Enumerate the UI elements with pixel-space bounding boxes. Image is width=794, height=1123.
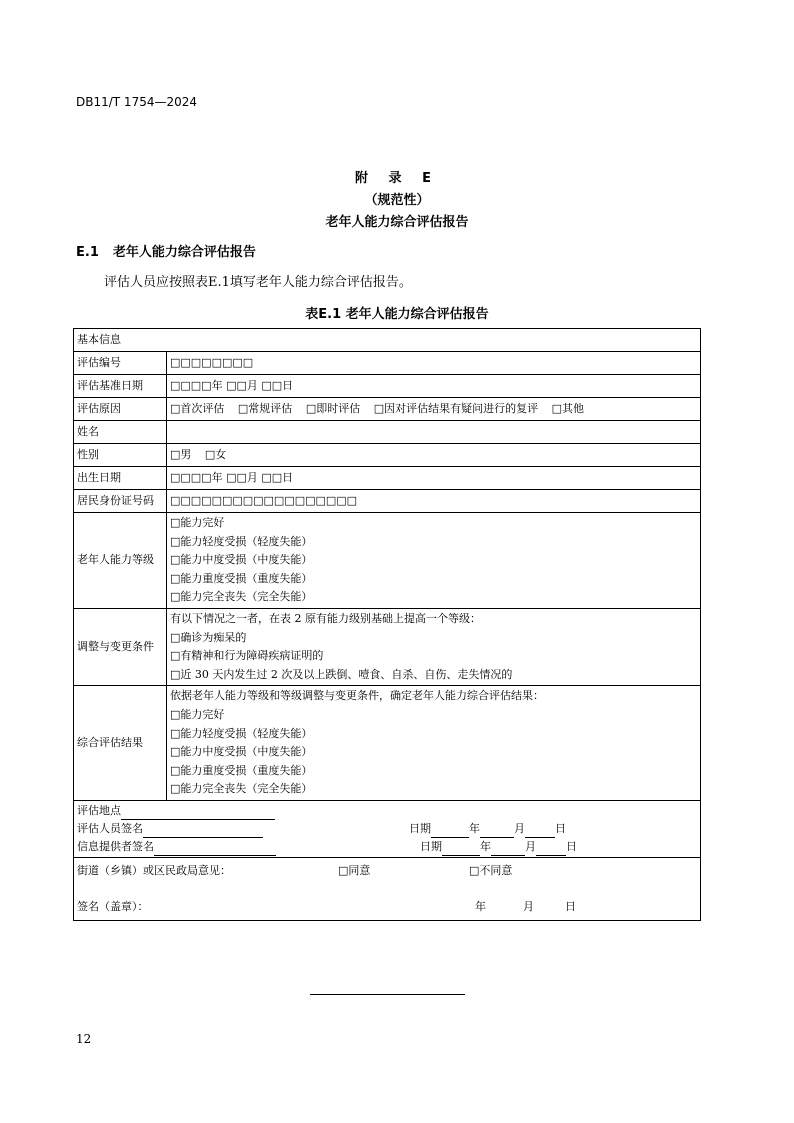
ability-option-mild[interactable]: □能力轻度受损（轻度失能） [170, 534, 313, 548]
gender-label: 性别 [74, 444, 167, 467]
basic-info-row [74, 329, 701, 352]
opinion-label: 街道（乡镇）或区民政局意见： [77, 863, 231, 877]
assessor-day-label: 日 [555, 821, 566, 835]
informant-line [77, 838, 697, 856]
location-label: 评估地点 [77, 803, 121, 817]
ability-level-row [74, 513, 701, 609]
ability-level-label: 老年人能力等级 [74, 513, 167, 609]
result-option-severe[interactable]: □能力重度受损（重度失能） [170, 763, 313, 777]
gender-options [167, 444, 701, 467]
result-option-intact[interactable]: □能力完好 [170, 707, 225, 721]
adjust-conditions-row [74, 608, 701, 685]
signature-block [74, 800, 701, 857]
appendix-nature: （规范性） [364, 193, 430, 208]
birth-date-row [74, 467, 701, 490]
overall-result-options [167, 686, 701, 801]
informant-month-input[interactable] [491, 842, 525, 856]
adjust-conditions-options [167, 608, 701, 685]
opinion-block [74, 857, 701, 920]
informant-signature-input[interactable] [154, 842, 276, 856]
opinion-sign-label: 签名（盖章）： [77, 899, 149, 913]
informant-day-label: 日 [566, 839, 577, 853]
result-option-mild[interactable]: □能力轻度受损（轻度失能） [170, 726, 313, 740]
assessor-date [409, 820, 566, 838]
eval-date-field[interactable]: □□□□年 □□月 □□日 [167, 375, 701, 398]
informant-label: 信息提供者签名 [77, 839, 154, 853]
ability-option-complete[interactable]: □能力完全丧失（完全失能） [170, 590, 313, 604]
reason-option-regular[interactable]: □常规评估 [237, 402, 293, 415]
informant-month-label: 月 [525, 839, 536, 853]
reason-option-immediate[interactable]: □即时评估 [305, 402, 361, 415]
id-number-field[interactable]: □□□□□□□□□□□□□□□□□□ [167, 490, 701, 513]
overall-result-label: 综合评估结果 [74, 686, 167, 801]
assessor-date-label: 日期 [409, 821, 431, 835]
adjust-option-mental[interactable]: □有精神和行为障碍疾病证明的 [170, 649, 324, 663]
id-number-row [74, 490, 701, 513]
eval-id-field[interactable]: □□□□□□□□ [167, 352, 701, 375]
informant-date [420, 838, 577, 856]
assessor-month-label: 月 [514, 821, 525, 835]
reason-option-other[interactable]: □其他 [551, 402, 585, 415]
location-input[interactable] [121, 806, 275, 820]
eval-reason-label: 评估原因 [74, 398, 167, 421]
assessor-label: 评估人员签名 [77, 821, 143, 835]
page-number: 12 [76, 1032, 92, 1046]
opinion-day-label: 日 [565, 899, 576, 913]
gender-row [74, 444, 701, 467]
opinion-disagree-option[interactable]: □不同意 [469, 863, 513, 877]
opinion-year-label: 年 [475, 899, 486, 913]
eval-reason-options [167, 398, 701, 421]
assessor-line [77, 820, 697, 838]
opinion-agree-option[interactable]: □同意 [338, 863, 371, 877]
informant-date-label: 日期 [420, 839, 442, 853]
ability-option-moderate[interactable]: □能力中度受损（中度失能） [170, 553, 313, 567]
assessor-day-input[interactable] [525, 824, 555, 838]
informant-day-input[interactable] [536, 842, 566, 856]
assessor-year-input[interactable] [431, 824, 469, 838]
assessor-signature-input[interactable] [143, 824, 263, 838]
informant-year-label: 年 [480, 839, 491, 853]
section-title: 老年人能力综合评估报告 [112, 245, 256, 260]
result-option-moderate[interactable]: □能力中度受损（中度失能） [170, 745, 313, 759]
basic-info-header: 基本信息 [74, 329, 701, 352]
footer-rule [310, 994, 465, 995]
assessment-report-table [73, 328, 701, 921]
ability-option-severe[interactable]: □能力重度受损（重度失能） [170, 571, 313, 585]
id-number-label: 居民身份证号码 [74, 490, 167, 513]
name-field[interactable] [167, 421, 701, 444]
eval-id-row [74, 352, 701, 375]
adjust-conditions-label: 调整与变更条件 [74, 608, 167, 685]
name-label: 姓名 [74, 421, 167, 444]
gender-option-male[interactable]: □男 [170, 448, 192, 461]
appendix-heading: 老年人能力综合评估报告 [325, 215, 469, 230]
intro-paragraph: 评估人员应按照表E.1填写老年人能力综合评估报告。 [104, 275, 412, 290]
signature-row [74, 800, 701, 857]
opinion-spacer [77, 880, 697, 898]
adjust-conditions-intro: 有以下情况之一者，在表 2 原有能力级别基础上提高一个等级： [170, 611, 481, 625]
opinion-sign-line [77, 898, 697, 916]
name-row [74, 421, 701, 444]
appendix-title: 附 录 E [355, 171, 439, 186]
ability-level-options [167, 513, 701, 609]
assessor-month-input[interactable] [480, 824, 514, 838]
result-option-complete[interactable]: □能力完全丧失（完全失能） [170, 782, 313, 796]
section-number: E.1 [76, 245, 99, 260]
ability-option-intact[interactable]: □能力完好 [170, 516, 225, 529]
eval-date-row [74, 375, 701, 398]
opinion-row [74, 857, 701, 920]
eval-reason-row [74, 398, 701, 421]
birth-date-label: 出生日期 [74, 467, 167, 490]
assessor-year-label: 年 [469, 821, 480, 835]
adjust-option-falls[interactable]: □近 30 天内发生过 2 次及以上跌倒、噎食、自杀、自伤、走失情况的 [170, 667, 513, 681]
adjust-option-dementia[interactable]: □确诊为痴呆的 [170, 630, 247, 644]
gender-option-female[interactable]: □女 [204, 448, 227, 461]
reason-option-first[interactable]: □首次评估 [170, 402, 225, 415]
standard-code: DB11/T 1754—2024 [76, 95, 198, 109]
section-heading [76, 241, 256, 260]
eval-id-label: 评估编号 [74, 352, 167, 375]
reason-option-reassessment[interactable]: □因对评估结果有疑问进行的复评 [373, 402, 539, 415]
overall-result-intro: 依据老年人能力等级和等级调整与变更条件，确定老年人能力综合评估结果： [170, 689, 544, 703]
birth-date-field[interactable]: □□□□年 □□月 □□日 [167, 467, 701, 490]
informant-year-input[interactable] [442, 842, 480, 856]
opinion-line [77, 862, 697, 880]
table-caption: 表E.1 老年人能力综合评估报告 [305, 307, 489, 322]
opinion-month-label: 月 [523, 899, 534, 913]
eval-date-label: 评估基准日期 [74, 375, 167, 398]
overall-result-row [74, 686, 701, 801]
location-line [77, 802, 697, 820]
